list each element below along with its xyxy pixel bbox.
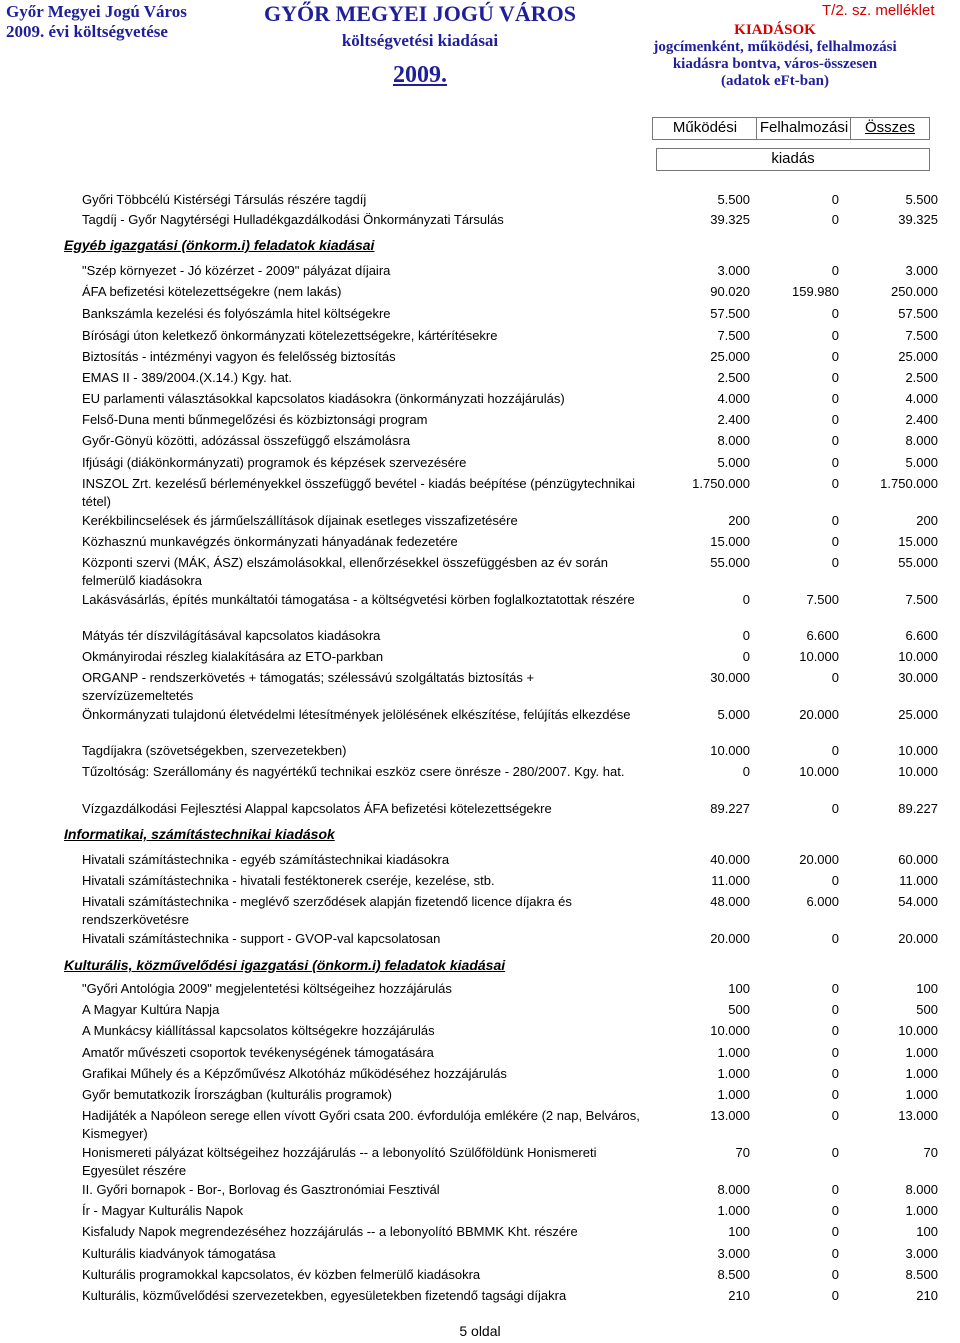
row-capital-value: 0 [831, 534, 839, 549]
expenses-desc-2: kiadásra bontva, város-összesen [672, 56, 878, 72]
row-description: Mátyás tér díszvilágításával kapcsolatos kiadásokra [82, 628, 381, 643]
row-operating-value: 5.500 [717, 192, 750, 207]
row-operating-value: 48.000 [710, 894, 750, 909]
row-operating-value: 1.000 [717, 1203, 750, 1218]
row-capital-value: 6.600 [806, 628, 839, 643]
row-operating-value: 89.227 [710, 801, 750, 816]
row-description: Kerékbilincselések és járműelszállítások díjainak esetleges visszafizetésére [82, 513, 518, 528]
row-operating-value: 2.400 [717, 412, 750, 427]
row-description: Tagdíjakra (szövetségekben, szervezetekben) [82, 743, 347, 758]
row-description: Hivatali számítástechnika - egyéb számítástechnikai kiadásokra [82, 852, 450, 867]
row-total-value: 20.000 [898, 931, 938, 946]
row-total-value: 60.000 [898, 852, 938, 867]
row-description: ÁFA befizetési kötelezettségekre (nem lakás) [82, 284, 342, 299]
row-description: Győri Többcélú Kistérségi Társulás részére tagdíj [82, 192, 367, 207]
row-total-value: 1.000 [905, 1203, 938, 1218]
row-operating-value: 90.020 [710, 284, 750, 299]
row-description: "Győri Antológia 2009" megjelentetési költségeihez hozzájárulás [82, 981, 452, 996]
row-capital-value: 0 [831, 370, 839, 385]
row-description: Tagdíj - Győr Nagytérségi Hulladékgazdálkodási Önkormányzati Társulás [82, 212, 504, 227]
row-total-value: 8.000 [905, 1182, 938, 1197]
row-operating-value: 15.000 [710, 534, 750, 549]
row-operating-value: 8.000 [717, 433, 750, 448]
page-title: GYŐR MEGYEI JOGÚ VÁROS [264, 1, 576, 26]
row-total-value: 89.227 [898, 801, 938, 816]
row-capital-value: 10.000 [799, 764, 839, 779]
header-city: Győr Megyei Jogú Város [6, 2, 187, 21]
row-capital-value: 0 [831, 263, 839, 278]
row-operating-value: 1.000 [717, 1066, 750, 1081]
row-operating-value: 0 [742, 628, 750, 643]
row-description: A Magyar Kultúra Napja [82, 1002, 220, 1017]
row-operating-value: 7.500 [717, 328, 750, 343]
row-total-value: 39.325 [898, 212, 938, 227]
row-description: Központi szervi (MÁK, ÁSZ) elszámolásokkal, ellenőrzésekkel összefüggésben az év során felmerülő kiadásokra [82, 555, 609, 588]
row-operating-value: 5.000 [717, 707, 750, 722]
row-total-value: 100 [916, 981, 938, 996]
row-total-value: 13.000 [898, 1108, 938, 1123]
row-capital-value: 0 [831, 555, 839, 570]
row-operating-value: 4.000 [717, 391, 750, 406]
row-total-value: 70 [923, 1145, 938, 1160]
row-capital-value: 0 [831, 1267, 839, 1282]
column-header-capital: Felhalmozási [756, 117, 852, 140]
row-total-value: 1.000 [905, 1066, 938, 1081]
row-total-value: 10.000 [898, 764, 938, 779]
column-header-total: Összes [850, 117, 930, 140]
row-operating-value: 70 [735, 1145, 750, 1160]
expenses-unit: (adatok eFt-ban) [721, 73, 829, 89]
row-capital-value: 0 [831, 931, 839, 946]
row-capital-value: 0 [831, 1087, 839, 1102]
row-description: Bírósági úton keletkező önkormányzati kötelezettségekre, kártérítésekre [82, 328, 498, 343]
row-operating-value: 40.000 [710, 852, 750, 867]
row-description: Amatőr művészeti csoportok tevékenységének támogatására [82, 1045, 434, 1060]
row-operating-value: 8.500 [717, 1267, 750, 1282]
expenses-title: KIADÁSOK [734, 22, 816, 38]
row-operating-value: 1.000 [717, 1087, 750, 1102]
row-description: Okmányirodai részleg kialakítására az ETO-parkban [82, 649, 384, 664]
row-description: Honismereti pályázat költségeihez hozzájárulás -- a lebonyolító Szülőföldünk Honismereti Egyesület részére [82, 1145, 597, 1178]
row-total-value: 100 [916, 1224, 938, 1239]
row-operating-value: 10.000 [710, 1023, 750, 1038]
page-subtitle: költségvetési kiadásai [341, 31, 499, 50]
row-capital-value: 6.000 [806, 894, 839, 909]
row-total-value: 7.500 [905, 328, 938, 343]
row-total-value: 8.500 [905, 1267, 938, 1282]
row-description: Kisfaludy Napok megrendezéséhez hozzájárulás -- a lebonyolító BBMMK Kht. részére [82, 1224, 578, 1239]
row-operating-value: 0 [742, 649, 750, 664]
row-operating-value: 20.000 [710, 931, 750, 946]
row-capital-value: 0 [831, 1288, 839, 1303]
page-number: 5 oldal [459, 1323, 501, 1339]
row-description: ORGANP - rendszerkövetés + támogatás; szélessávú szolgáltatás biztosítás + szervízüzemeltetés [82, 670, 535, 703]
row-total-value: 7.500 [905, 592, 938, 607]
row-description: Győr-Gönyü közötti, adózással összefüggő elszámolásra [82, 433, 411, 448]
row-capital-value: 20.000 [799, 852, 839, 867]
row-operating-value: 200 [728, 513, 750, 528]
row-operating-value: 10.000 [710, 743, 750, 758]
row-description: EU parlamenti választásokkal kapcsolatos kiadásokra (önkormányzati hozzájárulás) [82, 391, 565, 406]
row-capital-value: 20.000 [799, 707, 839, 722]
row-total-value: 210 [916, 1288, 938, 1303]
row-capital-value: 0 [831, 306, 839, 321]
row-operating-value: 0 [742, 592, 750, 607]
row-operating-value: 11.000 [711, 873, 750, 888]
row-operating-value: 100 [728, 1224, 750, 1239]
row-operating-value: 8.000 [717, 1182, 750, 1197]
row-total-value: 25.000 [898, 707, 938, 722]
row-capital-value: 0 [831, 1246, 839, 1261]
row-description: EMAS II - 389/2004.(X.14.) Kgy. hat. [82, 370, 293, 385]
row-capital-value: 0 [831, 981, 839, 996]
row-operating-value: 1.000 [717, 1045, 750, 1060]
header-budget-year: 2009. évi költségvetése [6, 22, 168, 41]
section-heading: Kulturális, közművelődési igazgatási (önkorm.i) feladatok kiadásai [64, 957, 506, 973]
row-description: Hivatali számítástechnika - hivatali festéktonerek cseréje, kezelése, stb. [82, 873, 495, 888]
row-capital-value: 0 [831, 433, 839, 448]
row-operating-value: 57.500 [710, 306, 750, 321]
row-total-value: 15.000 [898, 534, 938, 549]
row-operating-value: 39.325 [710, 212, 750, 227]
row-total-value: 10.000 [898, 743, 938, 758]
row-operating-value: 3.000 [717, 263, 750, 278]
row-description: INSZOL Zrt. kezelésű bérleményekkel összefüggő bevétel - kiadás beépítése (pénzügytechnikai tétel) [82, 476, 636, 509]
row-total-value: 10.000 [898, 649, 938, 664]
row-total-value: 8.000 [905, 433, 938, 448]
row-capital-value: 0 [831, 1002, 839, 1017]
row-total-value: 5.000 [905, 455, 938, 470]
row-capital-value: 10.000 [799, 649, 839, 664]
row-description: Ír - Magyar Kulturális Napok [82, 1203, 244, 1218]
row-operating-value: 100 [728, 981, 750, 996]
row-operating-value: 210 [728, 1288, 750, 1303]
row-operating-value: 3.000 [717, 1246, 750, 1261]
row-capital-value: 0 [831, 1108, 839, 1123]
row-description: Kulturális kiadványok támogatása [82, 1246, 276, 1261]
section-heading: Egyéb igazgatási (önkorm.i) feladatok kiadásai [64, 237, 375, 253]
row-total-value: 25.000 [898, 349, 938, 364]
row-total-value: 30.000 [898, 670, 938, 685]
row-total-value: 250.000 [891, 284, 938, 299]
row-capital-value: 0 [831, 743, 839, 758]
row-total-value: 1.000 [905, 1087, 938, 1102]
row-total-value: 1.000 [905, 1045, 938, 1060]
row-description: Felső-Duna menti bűnmegelőzési és közbiztonsági program [82, 412, 428, 427]
row-description: Kulturális programokkal kapcsolatos, év közben felmerülő kiadásokra [82, 1267, 481, 1282]
row-operating-value: 55.000 [710, 555, 750, 570]
row-capital-value: 0 [831, 1224, 839, 1239]
row-description: Grafikai Műhely és a Képzőművész Alkotóház működéséhez hozzájárulás [82, 1066, 507, 1081]
row-description: Közhasznú munkavégzés önkormányzati hányadának fedezetére [82, 534, 458, 549]
row-operating-value: 25.000 [710, 349, 750, 364]
row-capital-value: 159.980 [792, 284, 839, 299]
row-capital-value: 0 [831, 1145, 839, 1160]
row-description: A Munkácsy kiállítással kapcsolatos költségekre hozzájárulás [82, 1023, 435, 1038]
row-description: II. Győri bornapok - Bor-, Borlovag és Gasztronómiai Fesztivál [82, 1182, 440, 1197]
row-description: Tűzoltóság: Szerállomány és nagyértékű technikai eszköz csere önrésze - 280/2007. Kgy. hat. [82, 764, 625, 779]
row-total-value: 3.000 [905, 263, 938, 278]
row-description: Győr bemutatkozik Írországban (kulturális programok) [82, 1087, 392, 1102]
row-capital-value: 0 [831, 1182, 839, 1197]
row-description: Kulturális, közművelődési szervezetekben, egyesületekben fizetendő tagsági díjakra [82, 1288, 567, 1303]
row-description: Ifjúsági (diákönkormányzati) programok és képzések szervezésére [82, 455, 467, 470]
row-description: Hivatali számítástechnika - meglévő szerződések alapján fizetendő licence díjakra és rendszerkövetésre [82, 894, 572, 927]
row-total-value: 500 [916, 1002, 938, 1017]
row-total-value: 10.000 [898, 1023, 938, 1038]
row-capital-value: 0 [831, 391, 839, 406]
row-capital-value: 0 [831, 1203, 839, 1218]
row-capital-value: 0 [831, 328, 839, 343]
row-operating-value: 5.000 [717, 455, 750, 470]
row-description: "Szép környezet - Jó közérzet - 2009" pályázat díjaira [82, 263, 391, 278]
row-capital-value: 0 [831, 412, 839, 427]
row-capital-value: 0 [831, 212, 839, 227]
row-total-value: 55.000 [898, 555, 938, 570]
row-capital-value: 0 [831, 670, 839, 685]
row-total-value: 1.750.000 [880, 476, 938, 491]
column-header-operating: Működési [652, 117, 758, 140]
row-total-value: 4.000 [905, 391, 938, 406]
row-operating-value: 0 [742, 764, 750, 779]
row-description: Biztosítás - intézményi vagyon és felelősség biztosítás [82, 349, 396, 364]
row-capital-value: 0 [831, 873, 839, 888]
row-description: Bankszámla kezelési és folyószámla hitel költségekre [82, 306, 391, 321]
row-total-value: 2.500 [905, 370, 938, 385]
row-total-value: 6.600 [905, 628, 938, 643]
row-total-value: 5.500 [905, 192, 938, 207]
annex-label: T/2. sz. melléklet [822, 2, 935, 19]
row-capital-value: 0 [831, 1066, 839, 1081]
row-operating-value: 30.000 [710, 670, 750, 685]
row-total-value: 54.000 [898, 894, 938, 909]
row-total-value: 3.000 [905, 1246, 938, 1261]
row-capital-value: 0 [831, 192, 839, 207]
row-capital-value: 0 [831, 1045, 839, 1060]
row-total-value: 57.500 [898, 306, 938, 321]
row-description: Hivatali számítástechnika - support - GVOP-val kapcsolatosan [82, 931, 441, 946]
expenses-desc-1: jogcímenként, működési, felhalmozási [653, 39, 897, 55]
row-description: Lakásvásárlás, építés munkáltatói támogatása - a költségvetési körben foglalkoztatottak részére [82, 592, 635, 607]
row-description: Vízgazdálkodási Fejlesztési Alappal kapcsolatos ÁFA befizetési kötelezettségekre [82, 801, 552, 816]
row-operating-value: 500 [728, 1002, 750, 1017]
row-total-value: 11.000 [899, 873, 938, 888]
row-capital-value: 0 [831, 455, 839, 470]
row-capital-value: 0 [831, 801, 839, 816]
page-year: 2009. [393, 62, 447, 88]
row-total-value: 2.400 [905, 412, 938, 427]
row-capital-value: 0 [831, 1023, 839, 1038]
row-capital-value: 7.500 [806, 592, 839, 607]
section-heading: Informatikai, számítástechnikai kiadások [64, 826, 335, 842]
row-description: Hadijáték a Napóleon serege ellen vívott Győri csata 200. évfordulója emlékére (2 nap, Belváros, Kismegyer) [82, 1108, 640, 1141]
row-total-value: 200 [916, 513, 938, 528]
row-operating-value: 2.500 [717, 370, 750, 385]
row-description: Önkormányzati tulajdonú életvédelmi létesítmények jelölésének elkészítése, felújítás elkezdése [82, 707, 631, 722]
column-header-expense: kiadás [656, 148, 930, 171]
row-capital-value: 0 [831, 476, 839, 491]
row-capital-value: 0 [831, 513, 839, 528]
row-capital-value: 0 [831, 349, 839, 364]
row-operating-value: 1.750.000 [692, 476, 750, 491]
row-operating-value: 13.000 [710, 1108, 750, 1123]
